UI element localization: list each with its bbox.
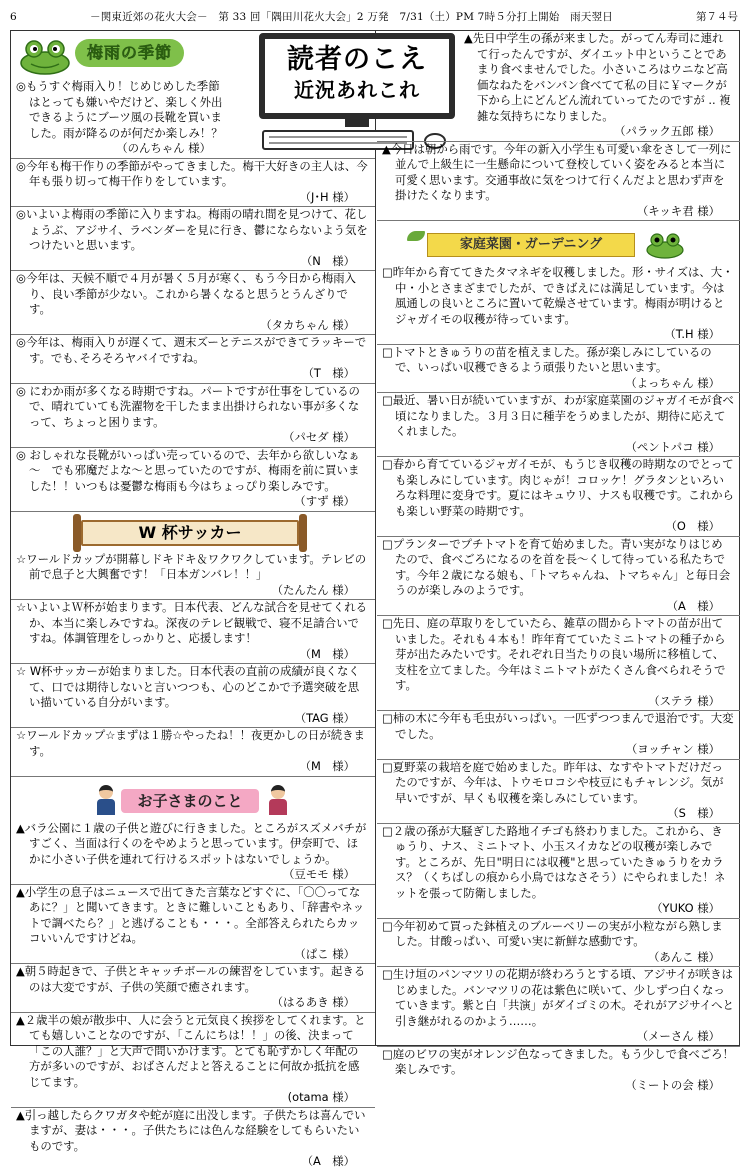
list-item: ◎今年は、天候不順で４月が暑く５月が寒く、もう今日から梅雨入り、良い季節が少ない。これから暑くなると思うとうんざりです。 （タカちゃん 様） (11, 271, 375, 335)
list-item: ▲引っ越したらクワガタや蛇が庭に出没します。子供たちは喜んでいますが、妻は・・・。子供たちには色んな経験をしてもらいたいものです。 （A 様） (16, 1107, 366, 1168)
garden-heading (377, 221, 740, 265)
list-item: □最近、暑い日が続いていますが、わが家庭菜園のジャガイモが食べ頃になりました。３月３日に種芋をうめましたが、期待に応えてくれました。 （ペントパコ 様） (377, 393, 740, 457)
readers-voice-subtitle: 近況あれこれ (294, 78, 420, 102)
kids-title: お子さまのこと (121, 789, 259, 813)
list-item: ◎いよいよ梅雨の季節に入りますね。梅雨の晴れ間を見つけて、花しょうぶ、アジサイ、ラベンダーを見に行き、鬱にならないよう気をつけたいと思います。 （N 様） (11, 207, 375, 271)
list-item: □柿の木に今年も毛虫がいっぱい。一匹ずつつまんで退治です。大変でした。 （ヨッチャン 様） (377, 711, 740, 760)
list-item: □トマトときゅうりの苗を植えました。孫が楽しみにしているので、いっぱい収穫できるよう頑張りたいと思います。 （よっちゃん 様） (377, 345, 740, 394)
content-frame (10, 30, 740, 1168)
list-item: □昨年から育ててきたタマネギを収穫しました。形・サイズは、大・中・小とさまざまでしたが、できばえには満足しています。今は風通しの良いところに置いて乾燥させています。梅雨が明けるとジャガイモの収穫が待っています。 （T.H 様） (377, 265, 740, 345)
child-figure-icon (97, 785, 115, 815)
left-column (11, 31, 376, 1168)
list-item: ◎ にわか雨が多くなる時期ですね。パートですが仕事をしているので、晴れていても洗濯物を干したまま出掛けられない事が多くなって、ちょっと困ります。 （パセダ 様） (11, 384, 375, 448)
list-item: ▲小学生の息子はニュースで出てきた言葉などすぐに、「〇〇ってなあに？」と聞いてきます。ときに難しいこともあり、「辞書やネットで調べたら？」と逃げることも・・・。全部答えられたらカッコいいんですけどね。 （ぱこ 様） (11, 885, 375, 965)
frog-icon (645, 231, 685, 259)
list-item: ▲今日は朝から雨です。今年の新入小学生も可愛い傘をさして一列に並んで上級生に一生懸命について登校していく姿をみると本当に可愛く思います。交通事故に気をつけて行くんだよと思わず声を掛けたくなります。 （キッキ君 様） (377, 142, 740, 222)
kids-heading (11, 777, 375, 821)
garden-title: 家庭菜園・ガーデニング (427, 233, 635, 257)
season-title: 梅雨の季節 (75, 39, 184, 67)
soccer-title: W 杯サッカー (81, 520, 299, 546)
list-item: ☆ワールドカップ☆まずは１勝☆やったね！！夜更かしの日が続きます。 （M 様） (11, 728, 375, 777)
leaf-icon (407, 231, 425, 241)
list-item: □生け垣のバンマツリの花期が終わろうとする頃、アジサイが咲きはじめました。バンマツリの花は紫色に咲いて、少しずつ白くなっていきます。紫と白「共演」がダイゴミの木。それがアジサイへと引き継がれるのかよう……。 （メーさん 様） (377, 967, 740, 1047)
list-item: ◎今年は、梅雨入りが遅くて、週末ズーとテニスができてラッキーです。でも､そろそろヤバイですね。 （T 様） (11, 335, 375, 384)
soccer-heading (11, 512, 375, 552)
list-item: ▲２歳半の娘が散歩中、人に会うと元気良く挨拶をしてくれます。とても嬉しいことなのですが、「こんにちは！！」の後、決まって「この人誰？」と大声で問いかけます。とても恥ずかしく年配の方が多いのですが、おばさんだよと答えることに何故か抵抗を感じてます。 (otama 様） (11, 1013, 375, 1108)
readers-voice-title: 読者のこえ (287, 44, 427, 75)
list-item: □夏野菜の栽培を庭で始めました。昨年は、なすやトマトだけだったのですが、今年は、トウモロコシや枝豆にもチャレンジ。気が早いですが、早くも収穫を楽しみにしています。 （S 様） (377, 760, 740, 824)
list-item: □今年初めて買った鉢植えのブルーベリーの実が小粒ながら熟しました。甘酸っぱい、可愛い実に新鮮な感動です。 （あんこ 様） (377, 919, 740, 968)
issue-number: 第７４号 (696, 11, 738, 23)
list-item: □先日、庭の草取りをしていたら、雑草の間からトマトの苗が出ていました。それも４本も！昨年育てていたミニトマトの種子から芽が出たみたいです。それぞれ日当たりの良い場所に移植して、支柱を立てました。今年はミニトマトがたくさん食べられそうです。 （ステラ 様） (377, 616, 740, 711)
child-figure-icon (269, 785, 287, 815)
frog-icon (19, 37, 71, 75)
list-item: ◎ おしゃれな長靴がいっぱい売っているので、去年から欲しいなぁ～ でも邪魔だよな～と思っていたのですが、梅雨を前に買いました！！いつもは憂鬱な梅雨も今はちょっぴり楽しみです。 （すず 様） (11, 448, 375, 512)
newsletter-page (10, 6, 740, 1168)
list-item: ☆いよいよＷ杯が始まります。日本代表、どんな試合を見せてくれるか、本当に楽しみですね。深夜のテレビ観戦で、寝不足請合いですね。体調管理をしっかりと、応援します！ （M 様） (11, 600, 375, 664)
fireworks-notice: －関東近郊の花火大会－ 第 33 回「隅田川花火大会」2 万発 7/31（土）PM 7時５分打上開始 雨天翌日 (90, 11, 613, 23)
list-item: ◎今年も梅干作りの季節がやってきました。梅干大好きの主人は、今年も張り切って梅干作りをしています。 （J･H 様） (11, 159, 375, 208)
list-item: ▲朝５時起きで、子供とキャッチボールの練習をしています。起きるのは大変ですが、子供の笑顔で癒されます。 （はるあき 様） (11, 964, 375, 1013)
list-item: ☆ワールドカップが開幕しドキドキ＆ワクワクしています。テレビの前で息子と大興奮です！「日本ガンバレ！！」 （たんたん 様） (11, 552, 375, 601)
list-item: □春から育てているジャガイモが、もうじき収穫の時期なのでとっても楽しみにしています。肉じゃが！コロッケ！グラタンといろいろな料理に変身です。夏にはキュウリ、ナスも収穫です。これからも楽しい野菜の時期です。 （O 様） (377, 457, 740, 537)
page-number: 6 (10, 11, 17, 23)
page-header (10, 6, 740, 28)
list-item: □プランターでプチトマトを育て始めました。青い実がなりはじめたので、食べごろになるのを首を長～くして待っている私たちです。今年２歳になる娘も、「トマちゃんね、トマちゃん」と毎日会うのが楽しみのようです。 （A 様） (377, 537, 740, 617)
list-item: ▲先日中学生の孫が来ました。がってん寿司に連れて行ったんですが、ダイエット中ということであまり食べませんでした。小さいころはウニなど高価なねたをバンバン食べてて私の目に￥マークが下から上にどんどん流れていってたのですが .. 複雑な気持ちになりました。 （パラック五郎 様） (377, 31, 740, 142)
right-column (377, 31, 740, 1092)
list-item: □２歳の孫が大騒ぎした路地イチゴも終わりました。これから、きゅうり、ナス、ミニトマト、小玉スイカなどの収穫が楽しみです。ところが、先日"明日には収穫"と思っていたきゅうりをカラス？（くちばしの痕から小鳥ではなさそう）にやられました！ネットを張って防衛しました。 （YUKO 様） (377, 824, 740, 919)
list-item: ◎もうすぐ梅雨入り！じめじめした季節はとっても嫌いやだけど、楽しく外出できるようにブーツ風の長靴を買いました。雨が降るのが何だか楽しみ！？ （のんちゃん 様） (11, 79, 375, 159)
list-item: ▲バラ公園に１歳の子供と遊びに行きました。ところがスズメバチがすごく、当面は行くのをやめようと思っています。伊奈町で、ほかに小さい子供を連れて行けるスポットはないでしょうか。 （豆モモ 様） (11, 821, 375, 885)
list-item: □庭のビワの実がオレンジ色なってきました。もう少しで食べごろ！楽しみです。 （ミートの会 様） (382, 1046, 734, 1092)
list-item: ☆ W杯サッカーが始まりました。日本代表の直前の成績が良くなくて、口では期待しないと言いつつも、心のどこかで予選突破を思い描いている自分がいます。 （TAG 様） (11, 664, 375, 728)
